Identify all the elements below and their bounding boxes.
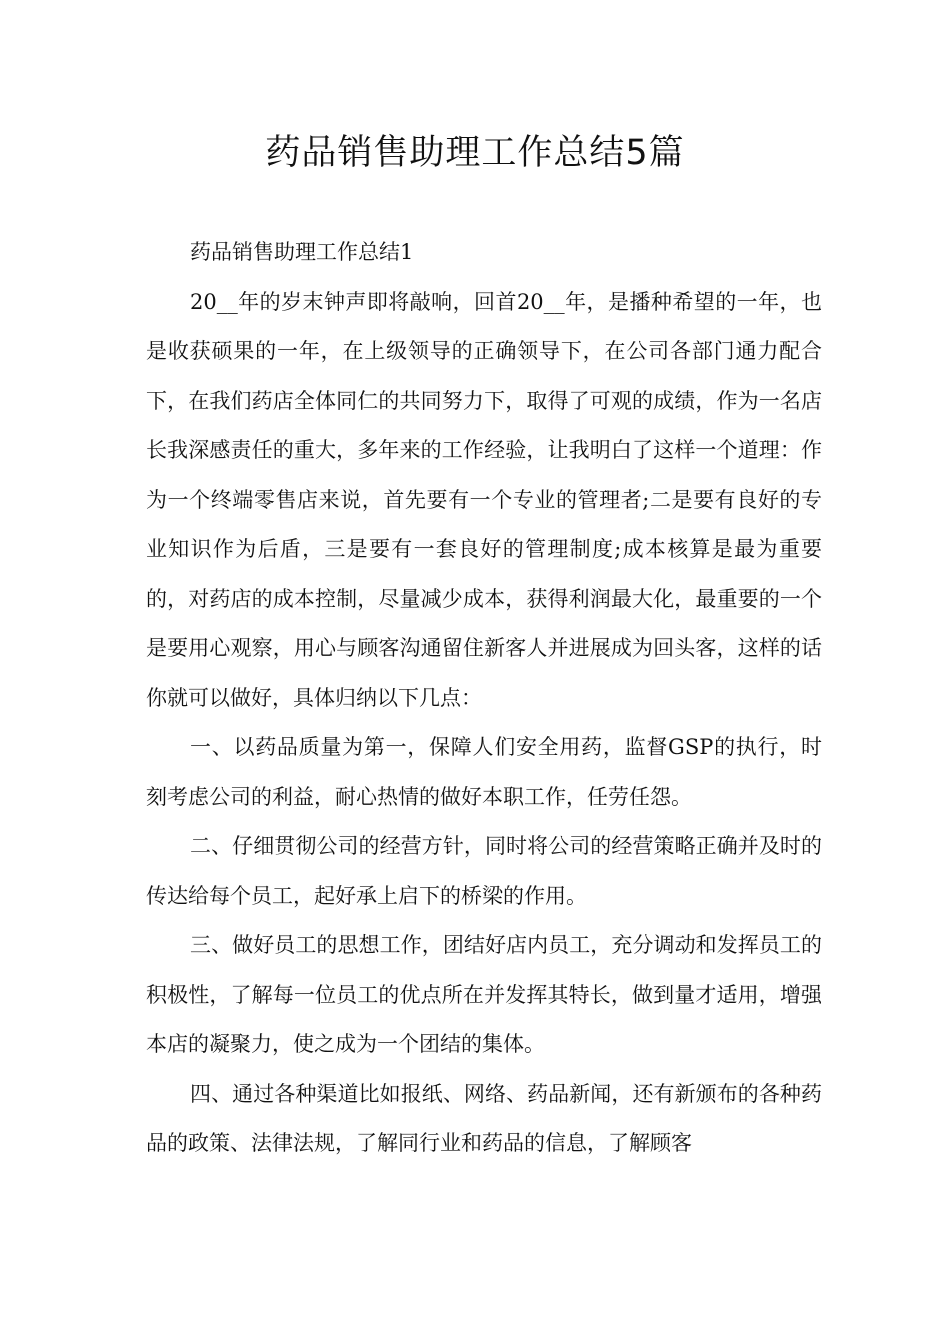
paragraph-point-1: 一、以药品质量为第一，保障人们安全用药，监督GSP的执行，时刻考虑公司的利益，耐心热情的做好本职工作，任劳任怨。 (146, 735, 822, 809)
paragraph-point-4: 四、通过各种渠道比如报纸、网络、药品新闻，还有新颁布的各种药品的政策、法律法规，了解同行业和药品的信息，了解顾客 (146, 1081, 822, 1155)
paragraph-point-3: 三、做好员工的思想工作，团结好店内员工，充分调动和发挥员工的积极性，了解每一位员工的优点所在并发挥其特长，做到量才适用，增强本店的凝聚力，使之成为一个团结的集体。 (146, 933, 822, 1056)
document-body (146, 228, 822, 1169)
section-heading: 药品销售助理工作总结1 (190, 240, 414, 264)
paragraph-intro: 20__年的岁末钟声即将敲响，回首20__年，是播种希望的一年，也是收获硕果的一年，在上级领导的正确领导下，在公司各部门通力配合下，在我们药店全体同仁的共同努力下，取得了可观的成绩，作为一名店长我深感责任的重大，多年来的工作经验，让我明白了这样一个道理：作为一个终端零售店来说，首先要有一个专业的管理者;二是要有良好的专业知识作为后盾，三是要有一套良好的管理制度;成本核算是最为重要的，对药店的成本控制，尽量减少成本，获得利润最大化，最重要的一个是要用心观察，用心与顾客沟通留住新客人并进展成为回头客，这样的话你就可以做好，具体归纳以下几点： (146, 289, 822, 710)
document-title: 药品销售助理工作总结5篇 (265, 133, 685, 173)
paragraph-point-2: 二、仔细贯彻公司的经营方针，同时将公司的经营策略正确并及时的传达给每个员工，起好承上启下的桥梁的作用。 (146, 834, 822, 908)
